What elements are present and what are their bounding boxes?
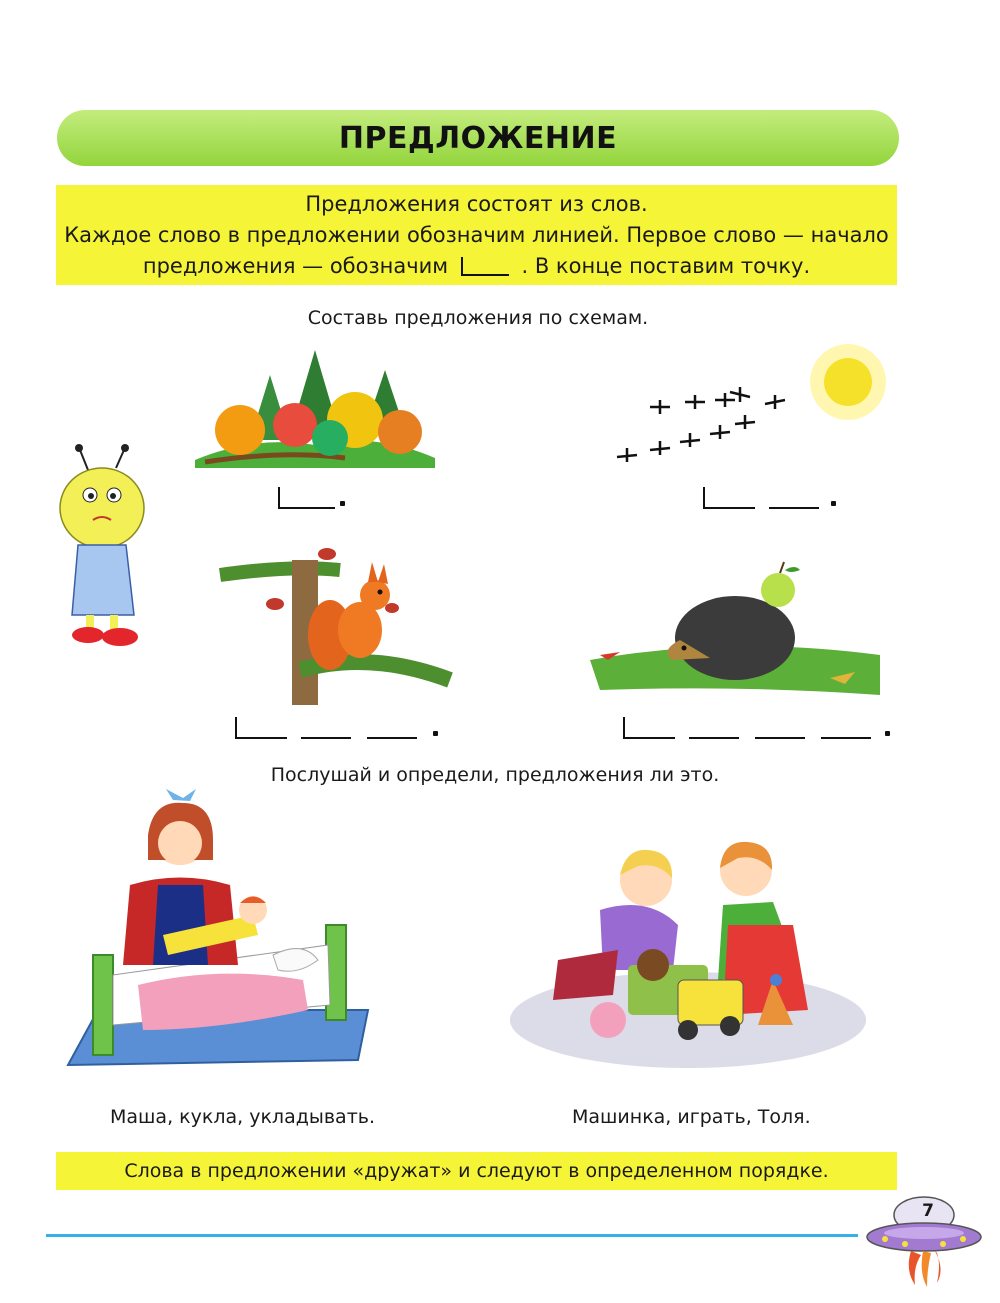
- rule-line-3-end: . В конце поставим точку.: [521, 253, 811, 278]
- caption-left: Маша, кукла, укладывать.: [110, 1106, 375, 1128]
- alien-character-illustration: [48, 440, 158, 650]
- girl-with-doll-illustration: [68, 795, 380, 1080]
- scheme-1-first-word: [278, 487, 335, 509]
- conclusion-box: [56, 1152, 897, 1190]
- rule-line-3-start: предложения — обозначим: [142, 253, 449, 278]
- scheme-3-word-3: [367, 737, 417, 739]
- scheme-3-word-2: [301, 737, 351, 739]
- caption-right: Машинка, играть, Толя.: [572, 1106, 811, 1128]
- title-bar: [57, 110, 899, 166]
- task-1-instruction: Составь предложения по схемам.: [307, 307, 649, 329]
- scheme-2-period: [831, 501, 836, 506]
- boys-playing-illustration: [508, 830, 863, 1070]
- squirrel-illustration: [220, 540, 450, 705]
- scheme-4-first-word: [623, 717, 675, 739]
- scheme-4-period: [885, 731, 890, 736]
- rule-line-2: Каждое слово в предложении обозначим линией. Первое слово — начало: [64, 222, 889, 247]
- scheme-3: [235, 717, 445, 741]
- scheme-4-word-4: [821, 737, 871, 739]
- scheme-2-first-word: [703, 487, 755, 509]
- scheme-1-period: [340, 501, 345, 506]
- scheme-3-period: [433, 731, 438, 736]
- page-title: ПРЕДЛОЖЕНИЕ: [338, 120, 618, 156]
- forest-illustration: [195, 350, 435, 470]
- scheme-4-word-2: [689, 737, 739, 739]
- rule-line-3: [143, 251, 810, 282]
- birds-and-sun-illustration: [605, 342, 895, 472]
- scheme-1: [278, 487, 348, 511]
- page-number: 7: [922, 1201, 934, 1221]
- hedgehog-illustration: [590, 560, 885, 700]
- task-2-instruction: Послушай и определи, предложения ли это.: [270, 764, 720, 786]
- scheme-3-first-word: [235, 717, 287, 739]
- sentence-start-symbol: [461, 257, 509, 276]
- rule-line-1: Предложения состоят из слов.: [305, 191, 648, 216]
- footer-line: [46, 1234, 858, 1237]
- scheme-4-word-3: [755, 737, 805, 739]
- scheme-4: [623, 717, 898, 741]
- scheme-2-word-2: [769, 507, 819, 509]
- scheme-2: [703, 487, 843, 511]
- conclusion-text: Слова в предложении «дружат» и следуют в определенном порядке.: [124, 1160, 829, 1182]
- rule-box: [56, 185, 897, 285]
